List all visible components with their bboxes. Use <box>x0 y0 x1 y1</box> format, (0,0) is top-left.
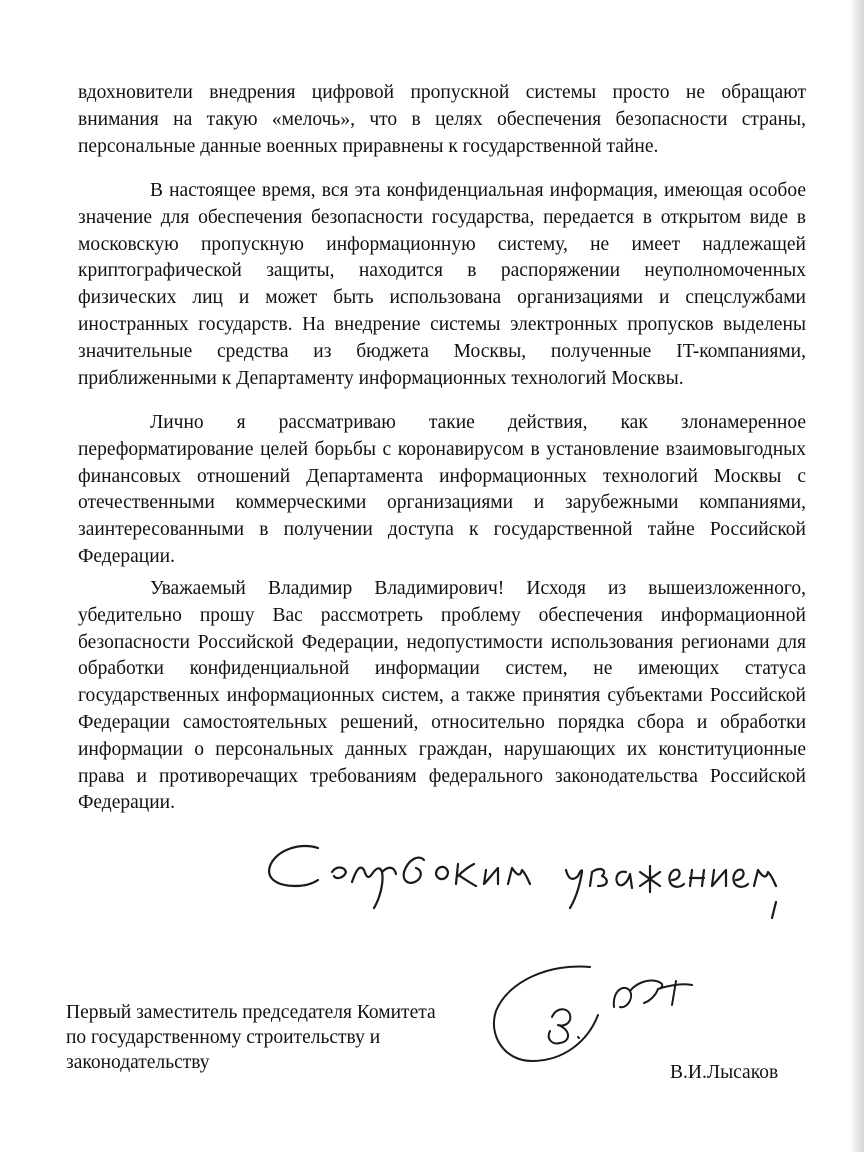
letter-paragraph-1: вдохновители внедрения цифровой пропускной системы просто не обращают внимания на такую «мелочь», что в целях обеспечения безопасности страны, персональные данные военных приравнены к государственной тайне. <box>78 82 806 157</box>
page-edge-shadow <box>850 0 864 1152</box>
handwritten-signoff <box>0 820 864 930</box>
signer-position-line-2: по государственному строительству и <box>66 1027 381 1048</box>
letter-paragraph-3: Лично я рассматриваю такие действия, как злонамеренное переформатирование целей борьбы с коронавирусом в установление взаимовыгодных финансовых отношений Департамента информационных технологий Москвы с отечественными коммерческими организациями и зарубежными компаниями, заинтересованными в получении доступа к государственной тайне Российской Федерации. <box>78 412 806 567</box>
signer-position-line-1: Первый заместитель председателя Комитета <box>66 1002 436 1023</box>
letter-paragraph-2: В настоящее время, вся эта конфиденциальная информация, имеющая особое значение для обеспечения безопасности государства, передается в открытом виде в московскую пропускную информационную систему, не имеет надлежащей криптографической защиты, находится в распоряжении неуполномоченных физических лиц и может быть использована организациями и спецслужбами иностранных государств. На внедрение системы электронных пропусков выделены значительные средства из бюджета Москвы, полученные IT-компаниями, приближенными к Департаменту информационных технологий Москвы. <box>78 180 806 389</box>
signer-position <box>66 1000 486 1075</box>
signer-name: В.И.Лысаков <box>670 1062 779 1083</box>
signer-position-line-3: законодательству <box>66 1052 210 1073</box>
letter-paragraph-4: Уважаемый Владимир Владимирович! Исходя из вышеизложенного, убедительно прошу Вас рассмотреть проблему обеспечения информационной безопасности Российской Федерации, недопустимости использования регионами для обработки конфиденциальной информации систем, не имеющих статуса государственных информационных систем, а также принятия субъектами Российской Федерации самостоятельных решений, относительно порядка сбора и обработки информации о персональных данных граждан, нарушающих их конституционные права и противоречащих требованиям федерального законодательства Российской Федерации. <box>78 578 806 814</box>
